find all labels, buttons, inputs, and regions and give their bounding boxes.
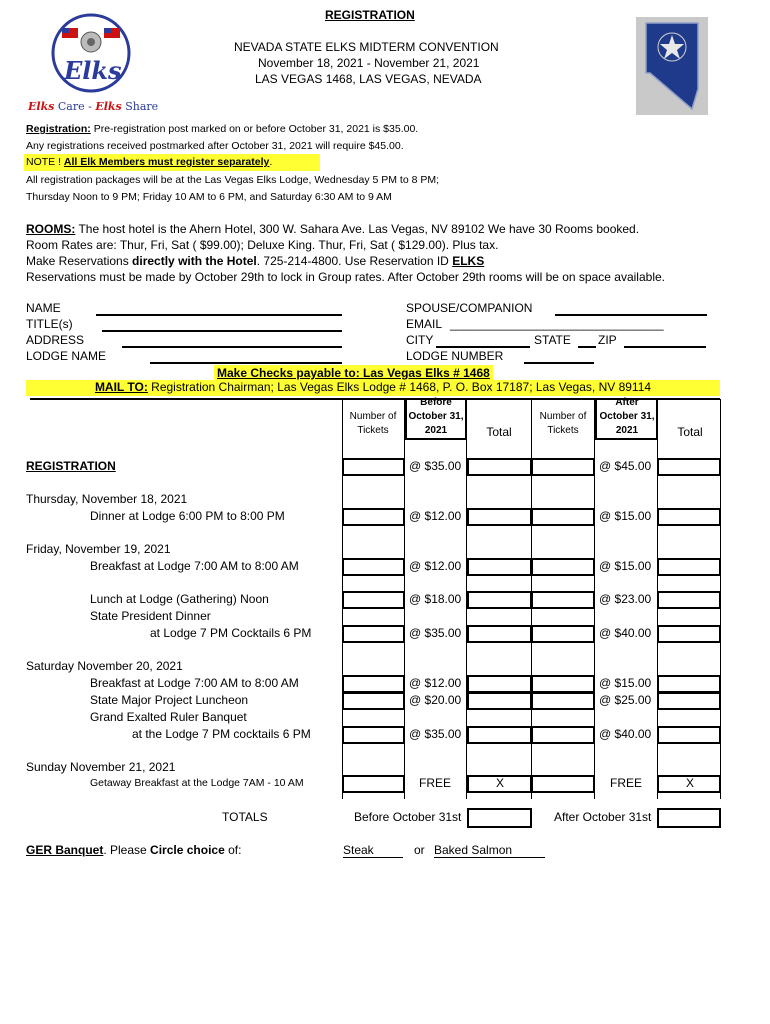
name-field[interactable] bbox=[96, 314, 342, 316]
sat-breakfast-total-before[interactable] bbox=[467, 675, 532, 693]
lodge-name-label: LODGE NAME bbox=[26, 349, 107, 363]
city-field[interactable] bbox=[436, 346, 530, 348]
reg-total-after[interactable] bbox=[657, 458, 721, 476]
rooms-text-3b: directly with the Hotel bbox=[132, 254, 257, 268]
ger-text-c: of: bbox=[224, 843, 242, 857]
header-num-tickets-after: Number of Tickets bbox=[539, 411, 587, 436]
lodge-number-label: LODGE NUMBER bbox=[406, 349, 504, 363]
ger-banquet-label: GER Banquet bbox=[26, 843, 104, 857]
nevada-state-emblem bbox=[636, 17, 708, 115]
lodge-number-field[interactable] bbox=[524, 362, 594, 364]
item-label-fri-lunch: Lunch at Lodge (Gathering) Noon bbox=[90, 592, 269, 606]
mail-to-label: MAIL TO: bbox=[94, 380, 148, 394]
header-after-box bbox=[595, 398, 658, 440]
sun-breakfast-tickets-after[interactable] bbox=[531, 775, 595, 793]
fri-lunch-tickets-after[interactable] bbox=[531, 591, 595, 609]
rooms-label: ROOMS: bbox=[26, 222, 76, 236]
sun-breakfast-tickets-before[interactable] bbox=[342, 775, 405, 793]
registration-line-2: Any registrations received postmarked after October 31, 2021 will require $45.00. bbox=[26, 140, 404, 152]
section-sunday: Sunday November 21, 2021 bbox=[26, 760, 176, 774]
header-after-date: After October 31, 2021 bbox=[599, 397, 655, 436]
fri-breakfast-total-after[interactable] bbox=[657, 558, 721, 576]
tagline-share: Share bbox=[125, 100, 159, 113]
name-label: NAME bbox=[26, 301, 61, 315]
address-label: ADDRESS bbox=[26, 333, 85, 347]
item-label-fri-breakfast: Breakfast at Lodge 7:00 AM to 8:00 AM bbox=[90, 559, 299, 573]
email-label: EMAIL bbox=[406, 317, 443, 331]
fri-breakfast-total-before[interactable] bbox=[467, 558, 532, 576]
thu-dinner-tickets-before[interactable] bbox=[342, 508, 405, 526]
registration-line-5: Thursday Noon to 9 PM; Friday 10 AM to 6 PM, and Saturday 6:30 AM to 9 AM bbox=[26, 191, 392, 203]
rooms-text-3c: . 725-214-4800. Use Reservation ID bbox=[256, 254, 453, 268]
event-location: LAS VEGAS 1468, LAS VEGAS, NEVADA bbox=[255, 72, 482, 86]
fri-breakfast-price-before: @ $12.00 bbox=[409, 559, 462, 573]
item-label-ger-banquet-2: at the Lodge 7 PM cocktails 6 PM bbox=[132, 727, 311, 741]
state-field[interactable] bbox=[578, 346, 596, 348]
fri-lunch-price-before: @ $18.00 bbox=[409, 592, 462, 606]
president-dinner-total-before[interactable] bbox=[467, 625, 532, 643]
header-total-before: Total bbox=[486, 425, 512, 439]
sat-breakfast-total-after[interactable] bbox=[657, 675, 721, 693]
reservation-id: ELKS bbox=[452, 254, 485, 268]
rooms-line-2: Room Rates are: Thur, Fri, Sat ( $99.00); Deluxe King. Thur, Fri, Sat ( $129.00). Plus tax. bbox=[26, 238, 499, 252]
ger-banquet-price-before: @ $35.00 bbox=[409, 727, 462, 741]
header-num-tickets-before: Number of Tickets bbox=[349, 411, 397, 436]
totals-label: TOTALS bbox=[222, 810, 268, 824]
item-label-thu-dinner: Dinner at Lodge 6:00 PM to 8:00 PM bbox=[90, 509, 285, 523]
totals-after-field[interactable] bbox=[657, 808, 721, 828]
totals-before-label: Before October 31st bbox=[354, 810, 462, 824]
header-total-after: Total bbox=[677, 425, 703, 439]
item-label-ger-banquet: Grand Exalted Ruler Banquet bbox=[90, 710, 247, 724]
thu-dinner-total-before[interactable] bbox=[467, 508, 532, 526]
registration-label: Registration: bbox=[26, 123, 91, 135]
sat-luncheon-total-before[interactable] bbox=[467, 692, 532, 710]
spouse-label: SPOUSE/COMPANION bbox=[406, 301, 533, 315]
sun-breakfast-price-after: FREE bbox=[610, 776, 643, 790]
fri-lunch-total-before[interactable] bbox=[467, 591, 532, 609]
fri-breakfast-tickets-after[interactable] bbox=[531, 558, 595, 576]
reg-tickets-after[interactable] bbox=[531, 458, 595, 476]
header-before-date: Before October 31, 2021 bbox=[408, 397, 464, 436]
title-field[interactable] bbox=[102, 330, 342, 332]
fri-lunch-total-after[interactable] bbox=[657, 591, 721, 609]
totals-before-field[interactable] bbox=[467, 808, 532, 828]
sun-breakfast-x-before: X bbox=[496, 776, 505, 790]
ger-banquet-tickets-after[interactable] bbox=[531, 726, 595, 744]
tagline-elks-1: Elks bbox=[28, 100, 55, 113]
fri-breakfast-tickets-before[interactable] bbox=[342, 558, 405, 576]
elks-logo bbox=[50, 12, 132, 94]
ger-text-b: Circle choice bbox=[150, 843, 225, 857]
fri-breakfast-price-after: @ $15.00 bbox=[599, 559, 652, 573]
rooms-text-3a: Make Reservations bbox=[26, 254, 133, 268]
registration-line-4: All registration packages will be at the Las Vegas Elks Lodge, Wednesday 5 PM to 8 PM; bbox=[26, 174, 440, 186]
elks-tagline bbox=[28, 100, 158, 113]
thu-dinner-price-after: @ $15.00 bbox=[599, 509, 652, 523]
reg-price-before: @ $35.00 bbox=[409, 459, 462, 473]
section-saturday: Saturday November 20, 2021 bbox=[26, 659, 183, 673]
item-label-president-dinner: State President Dinner bbox=[90, 609, 211, 623]
sat-luncheon-price-before: @ $20.00 bbox=[409, 693, 462, 707]
email-field[interactable]: ________________________________ bbox=[450, 317, 664, 331]
mail-to-text: Registration Chairman; Las Vegas Elks Lodge # 1468, P. O. Box 17187; Las Vegas, NV 89114 bbox=[151, 380, 652, 394]
sat-breakfast-price-before: @ $12.00 bbox=[409, 676, 462, 690]
address-field[interactable] bbox=[122, 346, 342, 348]
zip-field[interactable] bbox=[624, 346, 706, 348]
elks-logo-text: Elks bbox=[64, 56, 122, 85]
choice-steak-label: Steak bbox=[343, 843, 374, 857]
thu-dinner-total-after[interactable] bbox=[657, 508, 721, 526]
section-thursday: Thursday, November 18, 2021 bbox=[26, 492, 188, 506]
registration-note bbox=[24, 154, 320, 171]
rooms-line-3 bbox=[26, 254, 484, 268]
ger-banquet-choice bbox=[26, 843, 241, 857]
checks-payable: Make Checks payable to: Las Vegas Elks # 1468 bbox=[214, 365, 493, 381]
event-name: NEVADA STATE ELKS MIDTERM CONVENTION bbox=[234, 40, 499, 54]
tagline-elks-2: Elks bbox=[95, 100, 122, 113]
thu-dinner-tickets-after[interactable] bbox=[531, 508, 595, 526]
ger-banquet-tickets-before[interactable] bbox=[342, 726, 405, 744]
president-dinner-total-after[interactable] bbox=[657, 625, 721, 643]
note-suffix: . bbox=[269, 156, 273, 168]
ger-banquet-total-after[interactable] bbox=[657, 726, 721, 744]
zip-label: ZIP bbox=[598, 333, 617, 347]
note-prefix: NOTE ! bbox=[26, 156, 64, 168]
fri-lunch-price-after: @ $23.00 bbox=[599, 592, 652, 606]
mail-to-line bbox=[26, 380, 720, 396]
thu-dinner-price-before: @ $12.00 bbox=[409, 509, 462, 523]
registration-pricing-line bbox=[26, 123, 418, 135]
reg-tickets-before[interactable] bbox=[342, 458, 405, 476]
choice-salmon[interactable] bbox=[434, 843, 545, 858]
event-dates: November 18, 2021 - November 21, 2021 bbox=[258, 56, 480, 70]
page-title: REGISTRATION bbox=[325, 8, 415, 22]
sat-breakfast-tickets-before[interactable] bbox=[342, 675, 405, 693]
title-label: TITLE(s) bbox=[26, 317, 73, 331]
item-label-sat-luncheon: State Major Project Luncheon bbox=[90, 693, 249, 707]
totals-after-label: After October 31st bbox=[554, 810, 652, 824]
tagline-care: Care - bbox=[57, 100, 92, 113]
ger-banquet-total-before[interactable] bbox=[467, 726, 532, 744]
note-text: All Elk Members must register separately bbox=[63, 156, 270, 168]
sat-breakfast-price-after: @ $15.00 bbox=[599, 676, 652, 690]
city-label: CITY bbox=[406, 333, 434, 347]
sat-luncheon-tickets-after[interactable] bbox=[531, 692, 595, 710]
rooms-line-1 bbox=[26, 222, 639, 236]
choice-steak[interactable] bbox=[343, 843, 403, 858]
rooms-text-1: The host hotel is the Ahern Hotel, 300 W. Sahara Ave. Las Vegas, NV 89102 We have 30 Rooms booked. bbox=[78, 222, 640, 236]
fri-lunch-tickets-before[interactable] bbox=[342, 591, 405, 609]
sun-breakfast-price-before: FREE bbox=[419, 776, 452, 790]
section-friday: Friday, November 19, 2021 bbox=[26, 542, 171, 556]
sat-luncheon-tickets-before[interactable] bbox=[342, 692, 405, 710]
sat-breakfast-tickets-after[interactable] bbox=[531, 675, 595, 693]
president-dinner-tickets-after[interactable] bbox=[531, 625, 595, 643]
rooms-line-4: Reservations must be made by October 29th to lock in Group rates. After October 29th rooms will be on space available. bbox=[26, 270, 665, 284]
reg-price-after: @ $45.00 bbox=[599, 459, 652, 473]
sun-breakfast-x-after: X bbox=[686, 776, 695, 790]
sat-luncheon-total-after[interactable] bbox=[657, 692, 721, 710]
spouse-field[interactable] bbox=[555, 314, 707, 316]
ger-text-a: . Please bbox=[103, 843, 151, 857]
president-dinner-tickets-before[interactable] bbox=[342, 625, 405, 643]
registration-line-1: Pre-registration post marked on or before October 31, 2021 is $35.00. bbox=[93, 123, 419, 135]
lodge-name-field[interactable] bbox=[150, 362, 342, 364]
choice-salmon-label: Baked Salmon bbox=[434, 843, 513, 857]
reg-total-before[interactable] bbox=[467, 458, 532, 476]
section-registration: REGISTRATION bbox=[26, 459, 116, 473]
sat-luncheon-price-after: @ $25.00 bbox=[599, 693, 652, 707]
item-label-president-dinner-2: at Lodge 7 PM Cocktails 6 PM bbox=[150, 626, 312, 640]
header-before-box bbox=[405, 398, 467, 440]
ger-banquet-price-after: @ $40.00 bbox=[599, 727, 652, 741]
item-label-sun-breakfast: Getaway Breakfast at the Lodge 7AM - 10 AM bbox=[90, 777, 304, 789]
president-dinner-price-before: @ $35.00 bbox=[409, 626, 462, 640]
item-label-sat-breakfast: Breakfast at Lodge 7:00 AM to 8:00 AM bbox=[90, 676, 299, 690]
choice-or: or bbox=[414, 843, 425, 857]
state-label: STATE bbox=[534, 333, 571, 347]
president-dinner-price-after: @ $40.00 bbox=[599, 626, 652, 640]
